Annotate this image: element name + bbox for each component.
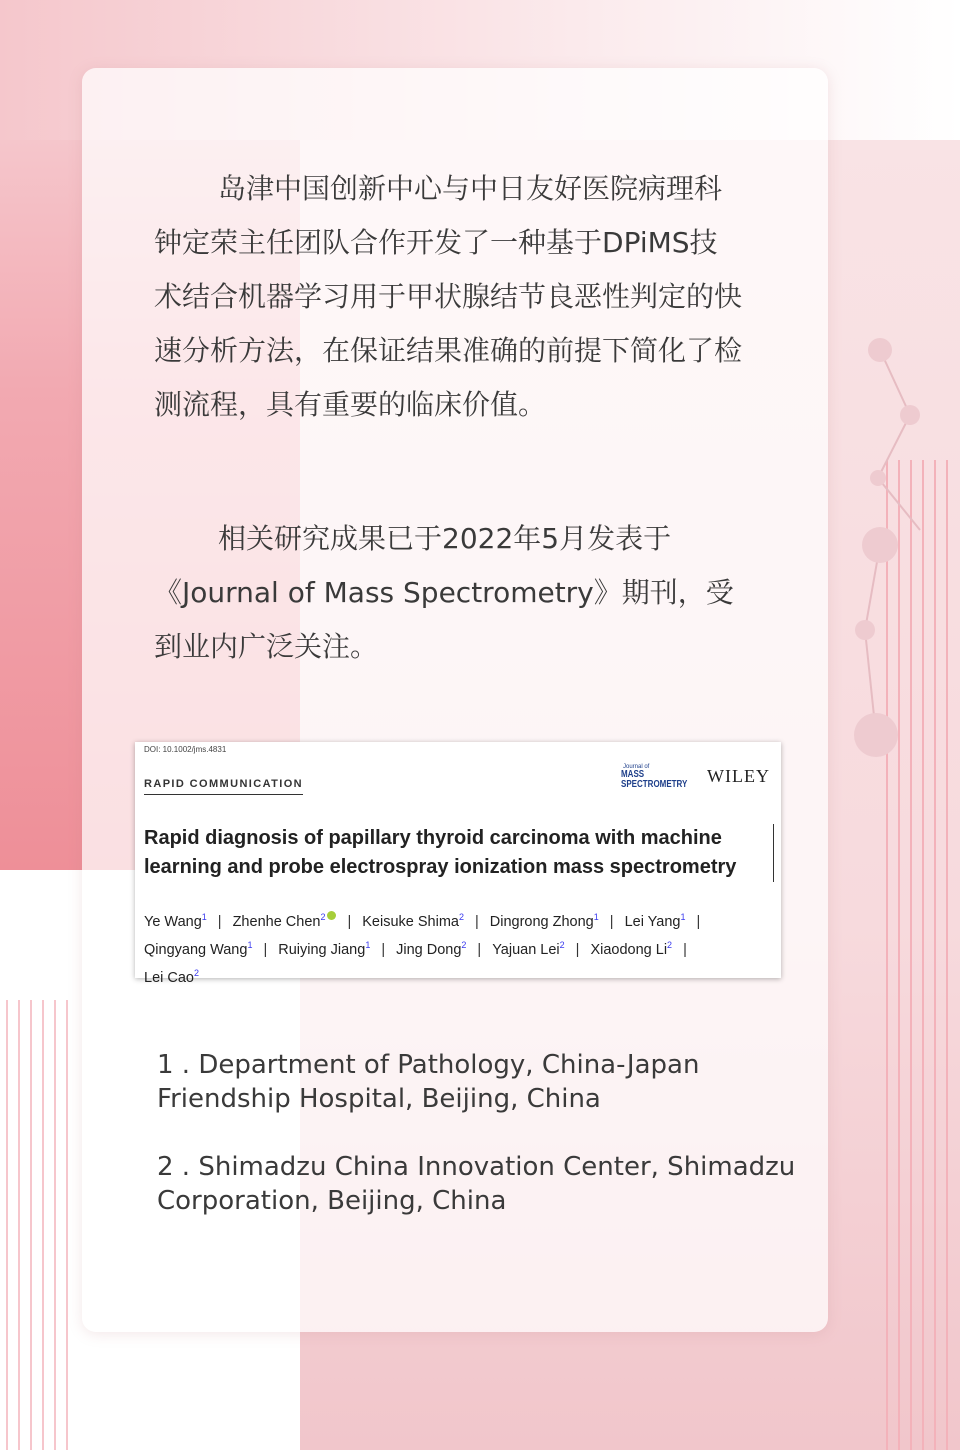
paper-section-label: RAPID COMMUNICATION <box>144 778 303 795</box>
author-name: Qingyang Wang <box>144 941 248 958</box>
author-name: Lei Cao <box>144 969 194 986</box>
author-separator: | <box>474 913 479 930</box>
author-name: Keisuke Shima <box>362 913 459 930</box>
author-name: Zhenhe Chen <box>232 913 321 930</box>
author-name: Jing Dong <box>396 941 462 958</box>
paper-doi: DOI: 10.1002/jms.4831 <box>144 745 227 754</box>
author-affiliation-mark: 1 <box>247 939 253 950</box>
intro-paragraph: 岛津中国创新中心与中日友好医院病理科钟定荣主任团队合作开发了一种基于DPiMS技术结合机器学习用于甲状腺结节良恶性判定的快速分析方法，在保证结果准确的前提下简化了检测流程，具有重要的临床价值。 <box>154 172 743 421</box>
author-name: Dingrong Zhong <box>489 913 594 930</box>
author-name: Ruiying Jiang <box>278 941 366 958</box>
affiliation-2: 2 . Shimadzu China Innovation Center, Shimadzu Corporation, Beijing, China <box>157 1152 796 1216</box>
author-affiliation-mark: 1 <box>201 912 207 922</box>
author-affiliation-mark: 2 <box>458 912 464 922</box>
author-separator: | <box>575 941 580 958</box>
paper-screenshot <box>135 742 781 986</box>
journal-logo: Journal of MASS SPECTROMETRY <box>621 764 688 790</box>
author-separator: | <box>696 913 701 930</box>
paper-title: Rapid diagnosis of papillary thyroid carcinoma with machine learning and probe electrospray ionization mass spectrometry <box>144 824 774 882</box>
author-name: Lei Yang <box>624 913 681 930</box>
author-affiliation-mark: 2 <box>193 967 199 978</box>
author-affiliation-mark: 2 <box>461 939 467 950</box>
author-separator: | <box>217 913 222 930</box>
author-separator: | <box>683 941 687 958</box>
paper-authors <box>144 906 774 989</box>
affiliations <box>157 1048 817 1252</box>
publication-paragraph: 相关研究成果已于2022年5月发表于《Journal of Mass Spectrometry》期刊，受到业内广泛关注。 <box>154 522 734 663</box>
author-separator: | <box>477 941 482 958</box>
author-affiliation-mark: 1 <box>680 912 686 922</box>
author-separator: | <box>609 913 614 930</box>
author-name: Xiaodong Li <box>590 941 668 958</box>
author-affiliation-mark: 2 <box>667 939 673 950</box>
decorative-stripes-bottom-left <box>0 1000 90 1450</box>
author-separator: | <box>263 941 268 958</box>
affiliation-1: 1 . Department of Pathology, China-Japan Friendship Hospital, Beijing, China <box>157 1050 700 1114</box>
author-affiliation-mark: 1 <box>593 912 599 922</box>
author-separator: | <box>347 913 352 930</box>
publisher-logo: WILEY <box>707 766 770 786</box>
author-name: Yajuan Lei <box>492 941 560 958</box>
author-affiliation-mark: 2 <box>559 939 565 950</box>
author-affiliation-mark: 2 <box>320 912 326 922</box>
author-affiliation-mark: 1 <box>365 939 371 950</box>
orcid-icon <box>327 911 336 920</box>
author-name: Ye Wang <box>144 913 202 930</box>
author-separator: | <box>381 941 386 958</box>
